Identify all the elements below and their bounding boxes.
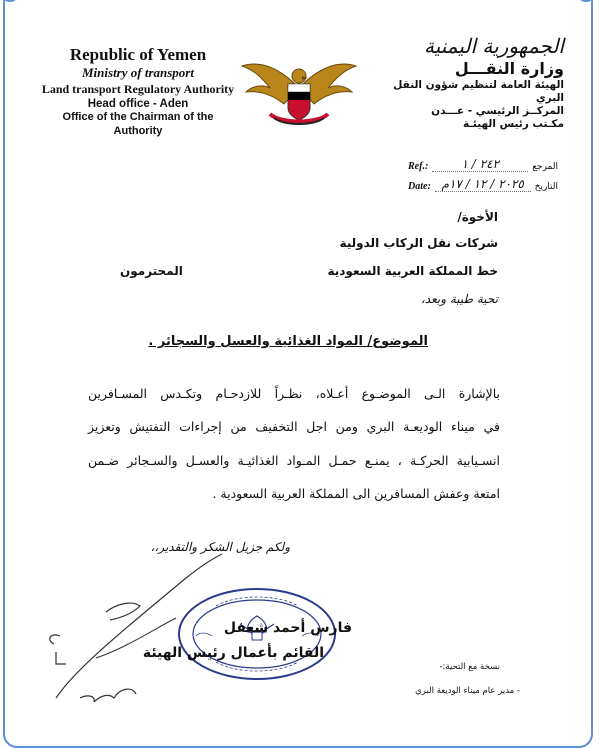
yemen-eagle-emblem-icon — [240, 48, 358, 128]
frame-corner-right — [577, 0, 595, 2]
office-title-en: Office of the Chairman of the Authority — [62, 110, 214, 137]
signatory-title: القائم بأعمال رئيس الهيئة — [142, 645, 324, 661]
date-label-ar: التاريخ — [534, 182, 558, 192]
date-row — [408, 172, 558, 192]
authority-name-ar: الهيئة العامة لتنظيم شؤون النقل البري — [393, 79, 564, 105]
greeting-line: تحية طيبة وبعد، — [420, 292, 498, 306]
respected-label: المحترمون — [120, 264, 183, 278]
office-location-ar: المركــز الرئيسي - عـــدن — [431, 105, 564, 118]
addressee-salutation: الأخوة/ — [457, 210, 498, 224]
letterhead-english — [38, 44, 238, 138]
subject-line: الموضوع/ المواد الغذائية والعسل والسجائر . — [148, 334, 428, 349]
ministry-name-en: Ministry of transport — [82, 65, 194, 81]
country-name-en: Republic of Yemen — [69, 45, 207, 64]
body-line-2: في ميناء الوديعـة البري ومن اجل التخفيف من إجراءات التفتيش وتعزيز — [88, 419, 500, 434]
cc-heading: نسخة مع التحية:- — [439, 662, 500, 672]
ref-label-ar: المرجع — [532, 162, 558, 172]
country-name-ar: الجمهورية اليمنية — [423, 34, 564, 58]
body-line-4: امتعة وعفش المسافرين الى المملكة العربية السعودية . — [212, 486, 500, 501]
signatory-name: فارس أحمد شعفل — [223, 620, 352, 636]
addressee-companies: شركات نقل الركاب الدولية — [339, 236, 498, 250]
closing-line: ولكم جزيل الشكر والتقدير،، — [150, 540, 290, 554]
body-line-1: بالإشارة الـى الموضـوع أعـلاه، نظـراً للازدحـام وتكـدس المسـافرين — [88, 386, 500, 401]
frame-corner-left — [1, 0, 19, 2]
body-line-3: انسـيابية الحركـة ، يمنـع حمـل المـواد الغذائيـة والعسـل والسـجائر ضـمن — [88, 453, 500, 468]
office-title-ar: مكـتب رئيس الهيئـة — [462, 118, 564, 131]
cc-recipient: - مدير عام ميناء الوديعة البري — [415, 686, 520, 696]
ministry-name-ar: وزارة النقـــل — [454, 59, 564, 78]
ref-label-en: Ref.: — [408, 161, 429, 172]
authority-name-en: Land transport Regulatory Authority — [41, 81, 235, 96]
ref-number: ٢٤٢ / ١ — [432, 157, 528, 172]
addressee-route: خط المملكة العربية السعودية — [327, 264, 498, 278]
reference-row — [408, 152, 558, 172]
office-location-en: Head office - Aden — [87, 97, 189, 110]
date-label-en: Date: — [408, 181, 431, 192]
reference-block — [408, 152, 558, 192]
date-value: ٢٠٢٥ / ١٢ / ١٧م — [435, 177, 531, 192]
letterhead-arabic — [378, 34, 564, 132]
